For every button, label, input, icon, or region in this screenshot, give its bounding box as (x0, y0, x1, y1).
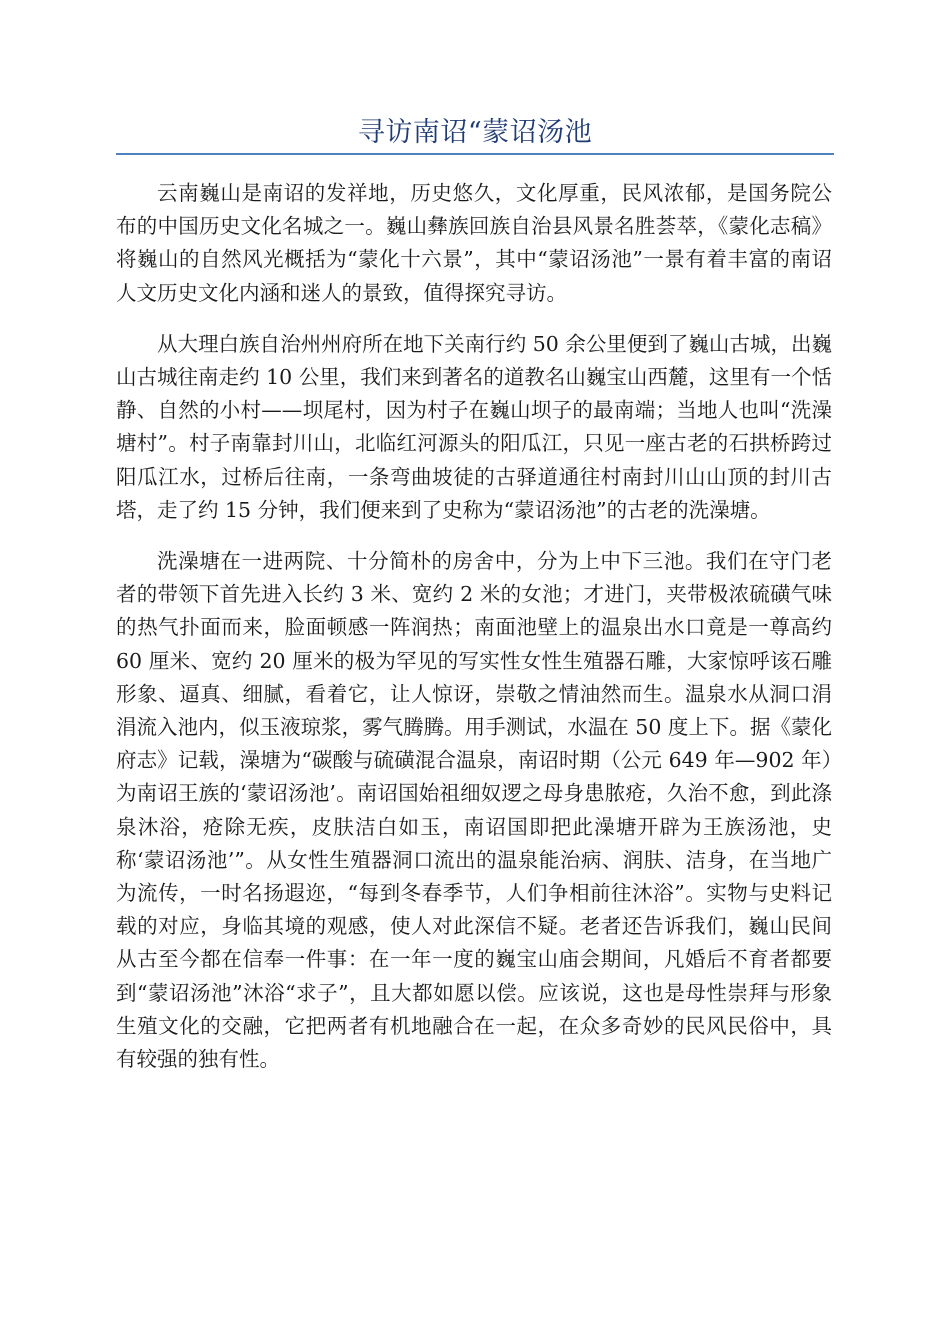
paragraph-2: 从大理白族自治州州府所在地下关南行约 50 余公里便到了巍山古城，出巍山古城往南走约 10 公里，我们来到著名的道教名山巍宝山西麓，这里有一个恬静、自然的小村——坝尾村，因为村子在巍山坝子的最南端；当地人也叫“洗澡塘村”。村子南靠封川山，北临红河源头的阳瓜江，只见一座古老的石拱桥跨过阳瓜江水，过桥后往南，一条弯曲坡徒的古驿道通往村南封川山山顶的封川古塔，走了约 15 分钟，我们便来到了史称为“蒙诏汤池”的古老的洗澡塘。 (116, 331, 832, 522)
title-underline (116, 153, 834, 155)
page-title: 寻访南诏“蒙诏汤池 (357, 117, 593, 148)
paragraph-1: 云南巍山是南诏的发祥地，历史悠久，文化厚重，民风浓郁，是国务院公布的中国历史文化名城之一。巍山彝族回族自治县风景名胜荟萃，《蒙化志稿》将巍山的自然风光概括为“蒙化十六景”，其中“蒙诏汤池”一景有着丰富的南诏人文历史文化内涵和迷人的景致，值得探究寻访。 (116, 181, 832, 305)
article-body (116, 177, 832, 1094)
paragraph-3: 洗澡塘在一进两院、十分简朴的房舍中，分为上中下三池。我们在守门老者的带领下首先进入长约 3 米、宽约 2 米的女池；才进门，夹带极浓硫磺气味的热气扑面而来，脸面顿感一阵润热；南面池壁上的温泉出水口竟是一尊高约 60 厘米、宽约 20 厘米的极为罕见的写实性女性生殖器石雕，大家惊呼该石雕形象、逼真、细腻，看着它，让人惊讶，崇敬之情油然而生。温泉水从洞口涓涓流入池内，似玉液琼浆，雾气腾腾。用手测试，水温在 50 度上下。据《蒙化府志》记载，澡塘为“碳酸与硫磺混合温泉，南诏时期（公元 649 年—902 年）为南诏王族的‘蒙诏汤池’。南诏国始祖细奴逻之母身患脓疮，久治不愈，到此涤泉沐浴，疮除无疾，皮肤洁白如玉，南诏国即把此澡塘开辟为王族汤池，史称‘蒙诏汤池’”。从女性生殖器洞口流出的温泉能治病、润肤、洁身，在当地广为流传，一时名扬遐迩，“每到冬春季节，人们争相前往沐浴”。实物与史料记载的对应，身临其境的观感，使人对此深信不疑。老者还告诉我们，巍山民间从古至今都在信奉一件事：在一年一度的巍宝山庙会期间，凡婚后不育者都要到“蒙诏汤池”沐浴“求子”，且大都如愿以偿。应该说，这也是母性崇拜与形象生殖文化的交融，它把两者有机地融合在一起，在众多奇妙的民风民俗中，具有较强的独有性。 (116, 549, 832, 1072)
